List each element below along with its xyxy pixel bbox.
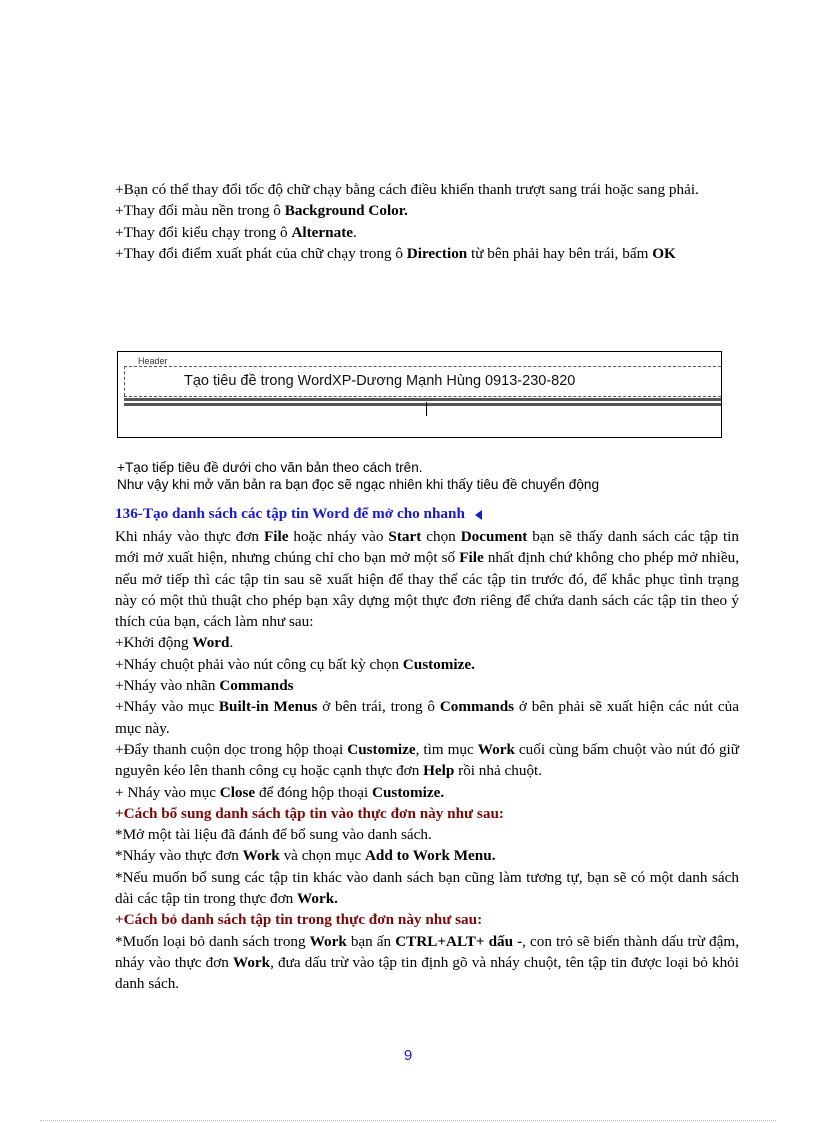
line-alternate: +Thay đổi kiểu chạy trong ô Alternate. — [115, 223, 357, 241]
steps-list — [115, 632, 739, 994]
text-run: CTRL+ALT+ dấu - — [395, 932, 523, 950]
text-run: Add to Work Menu. — [364, 847, 496, 865]
text-run: +Nháy vào nhãn — [115, 677, 220, 695]
step-item — [115, 739, 739, 782]
text-run: +Nháy vào mục — [115, 698, 219, 716]
text-run: , đưa dấu trừ vào tập tin định gõ và nháy chuột, tên tập tin được loại bỏ khỏi danh sách. — [115, 953, 739, 993]
text-run: Commands — [219, 677, 294, 695]
text-run: Work — [477, 740, 515, 758]
text-run: +Cách bổ sung danh sách tập tin vào thực đơn này như sau: — [115, 804, 504, 822]
text-run: +Khởi động — [115, 634, 193, 652]
text-run: Start — [388, 528, 422, 545]
text-run: File — [459, 549, 484, 567]
text-run: . — [229, 634, 234, 652]
text-run: +Nháy chuột phải vào nút công cụ bất kỳ chọn — [115, 655, 403, 673]
step-item — [115, 782, 739, 803]
header-label: Header — [138, 356, 168, 366]
header-screenshot — [117, 351, 722, 438]
step-item — [115, 803, 739, 824]
text-run: bạn ấn — [346, 932, 396, 950]
text-run: rồi nhả chuột. — [454, 762, 543, 780]
step-item — [115, 675, 739, 696]
text-run: nhất định chứ không cho phép mở nhiều, nếu mở tiếp thì các tập tin sau sẽ xuất hiện để thay thế các tập tin trước đó, để khắc phục tình trạng này có một thủ thuật cho phép bạn xây dựng một thực đơn riêng để chứa danh sách các tập tin theo ý thích của bạn, cách làm như sau: — [115, 549, 739, 631]
text-run: Word — [192, 634, 230, 652]
section-body — [115, 526, 739, 995]
step-item — [115, 654, 739, 675]
text-cursor — [426, 402, 427, 416]
text-run: Customize — [347, 740, 416, 758]
text-run: Help — [423, 762, 455, 780]
step-item — [115, 845, 739, 866]
text-run: Customize. — [402, 655, 475, 673]
text-run: Commands — [439, 698, 515, 716]
note-line-1: +Tạo tiếp tiêu đề dưới cho văn bản theo cách trên. — [117, 460, 423, 475]
header-text: Tạo tiêu đề trong WordXP-Dương Mạnh Hùng 0913-230-820 — [184, 373, 576, 389]
text-run: Built-in Menus — [218, 698, 318, 716]
step-item — [115, 632, 739, 653]
text-run: Work. — [297, 890, 338, 908]
text-run: *Nếu muốn bổ sung các tập tin khác vào danh sách bạn cũng làm tương tự, bạn sẽ có một danh sách dài các tập tin trong thực đơn — [115, 868, 739, 908]
text-run: *Mở một tài liệu đã đánh để bổ sung vào danh sách. — [115, 826, 432, 844]
text-run: Work — [232, 953, 271, 971]
text-run: Khi nháy vào thực đơn — [115, 528, 264, 545]
page-bottom-rule — [40, 1120, 776, 1121]
page-number: 9 — [403, 1047, 413, 1064]
top-instructions — [115, 179, 739, 264]
text-run: +Đẩy thanh cuộn dọc trong hộp thoại — [115, 740, 348, 758]
text-run: bạn sẽ thấy danh sách các tập tin mới mở xuất hiện, nhưng chúng chỉ cho bạn mở một số — [115, 528, 739, 567]
text-run: Work — [242, 847, 280, 865]
text-run: ở bên phải sẽ xuất hiện các nút của mục này. — [115, 698, 739, 737]
step-item — [115, 867, 739, 910]
text-run: và chọn mục — [279, 847, 365, 865]
text-run: hoặc nháy vào — [288, 528, 389, 545]
intro-paragraph — [115, 526, 739, 632]
step-item — [115, 824, 739, 845]
text-run: Close — [219, 783, 256, 801]
line-background: +Thay đổi màu nền trong ô Background Color. — [115, 202, 408, 220]
step-item — [115, 931, 739, 995]
note-line-2: Như vậy khi mở văn bản ra bạn đọc sẽ ngạc nhiên khi thấy tiêu đề chuyển động — [117, 477, 600, 492]
text-run: Work — [309, 932, 347, 950]
step-item — [115, 696, 739, 739]
line-direction: +Thay đổi điểm xuất phát của chữ chạy trong ô Direction từ bên phải hay bên trái, bấm OK — [115, 244, 676, 262]
header-rule — [124, 398, 721, 401]
text-run: Document — [460, 528, 528, 545]
text-run: chọn — [421, 528, 461, 545]
line-speed: +Bạn có thể thay đổi tốc độ chữ chạy bằng cách điều khiển thanh trượt sang trái hoặc sang phải. — [115, 181, 699, 198]
text-run: File — [263, 528, 289, 545]
text-run: *Nháy vào thực đơn — [115, 847, 243, 865]
text-run: , tìm mục — [415, 740, 478, 758]
text-run: + Nháy vào mục — [115, 783, 220, 801]
text-run: ở bên trái, trong ô — [317, 698, 440, 716]
text-run: *Muốn loại bỏ danh sách trong — [115, 932, 310, 950]
section-heading: 136-Tạo danh sách các tập tin Word để mở cho nhanh — [115, 505, 482, 523]
text-run: +Cách bỏ danh sách tập tin trong thực đơn này như sau: — [115, 911, 483, 929]
left-arrow-icon — [475, 510, 482, 520]
text-run: cuối cùng bấm chuột vào nút đó giữ nguyên kéo lên thanh công cụ hoặc cạnh thực đơn — [115, 740, 739, 780]
text-run: để đóng hộp thoại — [255, 783, 373, 801]
step-item — [115, 909, 739, 930]
text-run: Customize. — [372, 783, 445, 801]
header-dashed-border — [124, 366, 721, 367]
text-run: , con trỏ sẽ biến thành dấu trừ đậm, nháy vào thực đơn — [115, 932, 739, 971]
